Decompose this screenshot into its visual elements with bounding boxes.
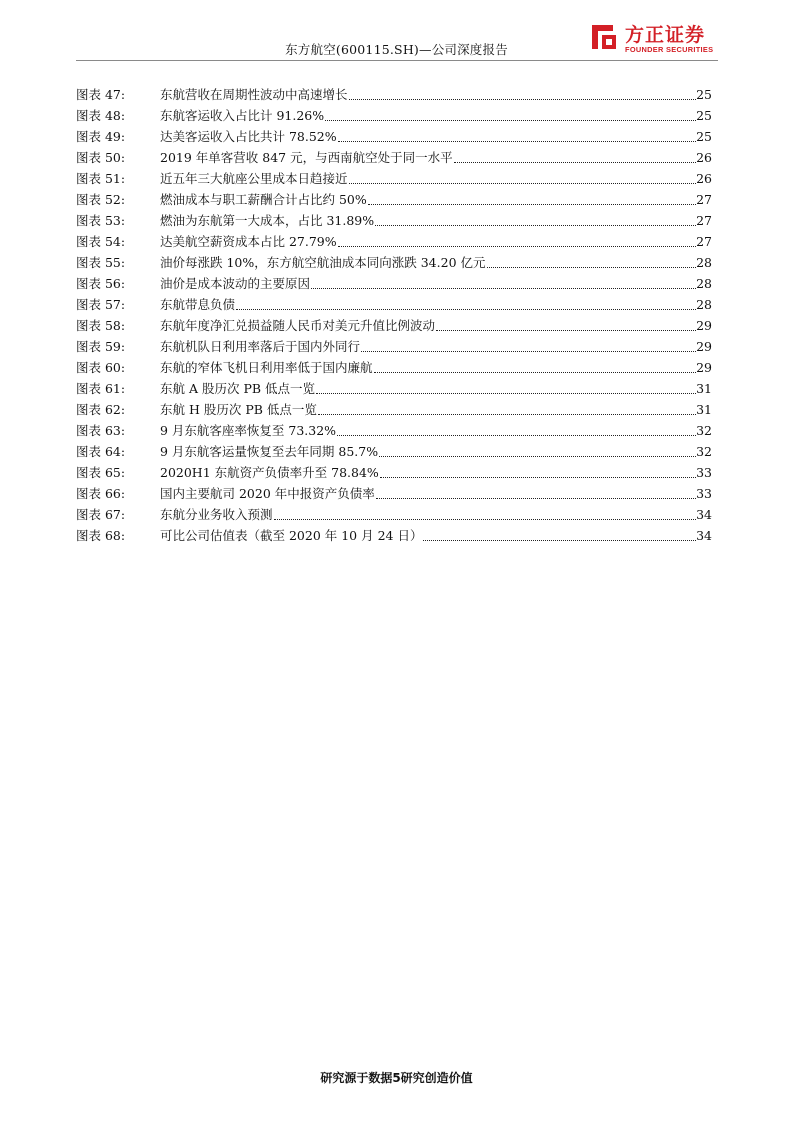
figure-number: 图表 66: <box>76 486 126 501</box>
figure-page-number: 26 <box>696 150 712 165</box>
figure-entry <box>160 168 696 189</box>
figure-page-number: 25 <box>696 87 712 102</box>
dot-leader <box>375 225 696 226</box>
figure-entry <box>160 483 696 504</box>
figure-number: 图表 56: <box>76 276 126 291</box>
figure-entry <box>160 105 696 126</box>
figure-page-number: 31 <box>696 402 712 417</box>
figure-entry <box>160 189 696 210</box>
founder-logo-icon <box>589 22 619 52</box>
report-header-title: 东方航空(600115.SH)—公司深度报告 <box>285 42 508 57</box>
figure-list-item[interactable] <box>76 378 718 399</box>
dot-leader <box>361 351 696 352</box>
figure-title: 东航客运收入占比计 91.26% <box>160 108 325 123</box>
founder-securities-logo <box>589 18 719 64</box>
footer-slogan: 研究源于数据5研究创造价值 <box>320 1071 473 1085</box>
figure-entry <box>160 336 696 357</box>
figure-list-item[interactable] <box>76 525 718 546</box>
figure-title: 东航 A 股历次 PB 低点一览 <box>160 381 316 396</box>
figure-list-item[interactable] <box>76 105 718 126</box>
figure-title: 东航带息负债 <box>160 297 236 312</box>
figure-title: 可比公司估值表（截至 2020 年 10 月 24 日） <box>160 528 423 543</box>
figure-number: 图表 51: <box>76 171 126 186</box>
dot-leader <box>374 372 696 373</box>
figure-page-number: 32 <box>696 423 712 438</box>
figure-list-item[interactable] <box>76 462 718 483</box>
figure-entry <box>160 294 696 315</box>
figure-page-number: 28 <box>696 297 712 312</box>
figure-entry <box>160 462 696 483</box>
figure-list <box>76 84 718 546</box>
figure-list-item[interactable] <box>76 441 718 462</box>
figure-entry <box>160 210 696 231</box>
figure-number: 图表 65: <box>76 465 126 480</box>
figure-list-item[interactable] <box>76 168 718 189</box>
figure-page-number: 34 <box>696 507 712 522</box>
figure-number: 图表 62: <box>76 402 126 417</box>
figure-entry <box>160 252 696 273</box>
figure-entry <box>160 504 696 525</box>
figure-entry <box>160 315 696 336</box>
figure-list-item[interactable] <box>76 189 718 210</box>
figure-list-item[interactable] <box>76 357 718 378</box>
figure-page-number: 29 <box>696 339 712 354</box>
dot-leader <box>380 477 696 478</box>
figure-page-number: 32 <box>696 444 712 459</box>
figure-list-item[interactable] <box>76 294 718 315</box>
figure-page-number: 34 <box>696 528 712 543</box>
figure-title: 达美航空薪资成本占比 27.79% <box>160 234 337 249</box>
dot-leader <box>349 183 696 184</box>
figure-entry <box>160 147 696 168</box>
figure-page-number: 31 <box>696 381 712 396</box>
figure-number: 图表 47: <box>76 87 126 102</box>
figure-entry <box>160 441 696 462</box>
figure-entry <box>160 84 696 105</box>
figure-title: 东航 H 股历次 PB 低点一览 <box>160 402 317 417</box>
figure-page-number: 33 <box>696 465 712 480</box>
figure-title: 东航机队日利用率落后于国内外同行 <box>160 339 361 354</box>
figure-number: 图表 52: <box>76 192 126 207</box>
figure-title: 国内主要航司 2020 年中报资产负债率 <box>160 486 375 501</box>
figure-title: 9 月东航客座率恢复至 73.32% <box>160 423 337 438</box>
dot-leader <box>338 246 696 247</box>
header-divider <box>76 60 718 61</box>
figure-entry <box>160 525 696 546</box>
figure-number: 图表 68: <box>76 528 126 543</box>
figure-title: 燃油为东航第一大成本，占比 31.89% <box>160 213 375 228</box>
dot-leader <box>325 120 696 121</box>
figure-title: 近五年三大航座公里成本日趋接近 <box>160 171 348 186</box>
figure-page-number: 27 <box>696 213 712 228</box>
figure-title: 油价每涨跌 10%，东方航空航油成本同向涨跌 34.20 亿元 <box>160 255 486 270</box>
figure-page-number: 25 <box>696 129 712 144</box>
figure-entry <box>160 399 696 420</box>
figure-number: 图表 64: <box>76 444 126 459</box>
figure-number: 图表 59: <box>76 339 126 354</box>
figure-entry <box>160 273 696 294</box>
dot-leader <box>376 498 696 499</box>
figure-page-number: 26 <box>696 171 712 186</box>
figure-list-item[interactable] <box>76 231 718 252</box>
figure-title: 东航分业务收入预测 <box>160 507 273 522</box>
figure-number: 图表 48: <box>76 108 126 123</box>
dot-leader <box>318 414 696 415</box>
figure-title: 燃油成本与职工薪酬合计占比约 50% <box>160 192 367 207</box>
figure-list-item[interactable] <box>76 336 718 357</box>
figure-number: 图表 57: <box>76 297 126 312</box>
figure-page-number: 29 <box>696 360 712 375</box>
figure-list-item[interactable] <box>76 399 718 420</box>
figure-title: 2019 年单客营收 847 元，与西南航空处于同一水平 <box>160 150 453 165</box>
dot-leader <box>368 204 696 205</box>
dot-leader <box>316 393 696 394</box>
dot-leader <box>423 540 696 541</box>
figure-title: 东航年度净汇兑损益随人民币对美元升值比例波动 <box>160 318 436 333</box>
figure-entry <box>160 378 696 399</box>
figure-number: 图表 53: <box>76 213 126 228</box>
dot-leader <box>337 435 696 436</box>
figure-page-number: 27 <box>696 234 712 249</box>
figure-list-item[interactable] <box>76 252 718 273</box>
figure-title: 东航的窄体飞机日利用率低于国内廉航 <box>160 360 373 375</box>
figure-title: 东航营收在周期性波动中高速增长 <box>160 87 348 102</box>
figure-number: 图表 49: <box>76 129 126 144</box>
figure-list-item[interactable] <box>76 126 718 147</box>
figure-page-number: 33 <box>696 486 712 501</box>
figure-page-number: 27 <box>696 192 712 207</box>
dot-leader <box>274 519 696 520</box>
dot-leader <box>454 162 696 163</box>
figure-list-item[interactable] <box>76 210 718 231</box>
figure-page-number: 28 <box>696 276 712 291</box>
figure-title: 9 月东航客运量恢复至去年同期 85.7% <box>160 444 379 459</box>
figure-list-item[interactable] <box>76 315 718 336</box>
figure-number: 图表 67: <box>76 507 126 522</box>
logo-chinese-name: 方正证券 <box>625 24 706 46</box>
dot-leader <box>436 330 696 331</box>
figure-number: 图表 61: <box>76 381 126 396</box>
figure-number: 图表 54: <box>76 234 126 249</box>
figure-title: 油价是成本波动的主要原因 <box>160 276 311 291</box>
figure-title: 2020H1 东航资产负债率升至 78.84% <box>160 465 379 480</box>
figure-list-item[interactable] <box>76 420 718 441</box>
figure-entry <box>160 357 696 378</box>
figure-list-item[interactable] <box>76 483 718 504</box>
figure-page-number: 25 <box>696 108 712 123</box>
figure-list-item[interactable] <box>76 147 718 168</box>
figure-list-item[interactable] <box>76 84 718 105</box>
figure-page-number: 28 <box>696 255 712 270</box>
figure-entry <box>160 231 696 252</box>
dot-leader <box>487 267 697 268</box>
figure-number: 图表 60: <box>76 360 126 375</box>
dot-leader <box>236 309 696 310</box>
figure-number: 图表 63: <box>76 423 126 438</box>
dot-leader <box>311 288 696 289</box>
dot-leader <box>349 99 696 100</box>
logo-english-name: FOUNDER SECURITIES <box>625 45 714 54</box>
figure-number: 图表 50: <box>76 150 126 165</box>
figure-entry <box>160 126 696 147</box>
dot-leader <box>338 141 696 142</box>
figure-title: 达美客运收入占比共计 78.52% <box>160 129 337 144</box>
figure-number: 图表 58: <box>76 318 126 333</box>
figure-list-item[interactable] <box>76 504 718 525</box>
figure-number: 图表 55: <box>76 255 126 270</box>
dot-leader <box>379 456 696 457</box>
figure-list-item[interactable] <box>76 273 718 294</box>
figure-page-number: 29 <box>696 318 712 333</box>
figure-entry <box>160 420 696 441</box>
